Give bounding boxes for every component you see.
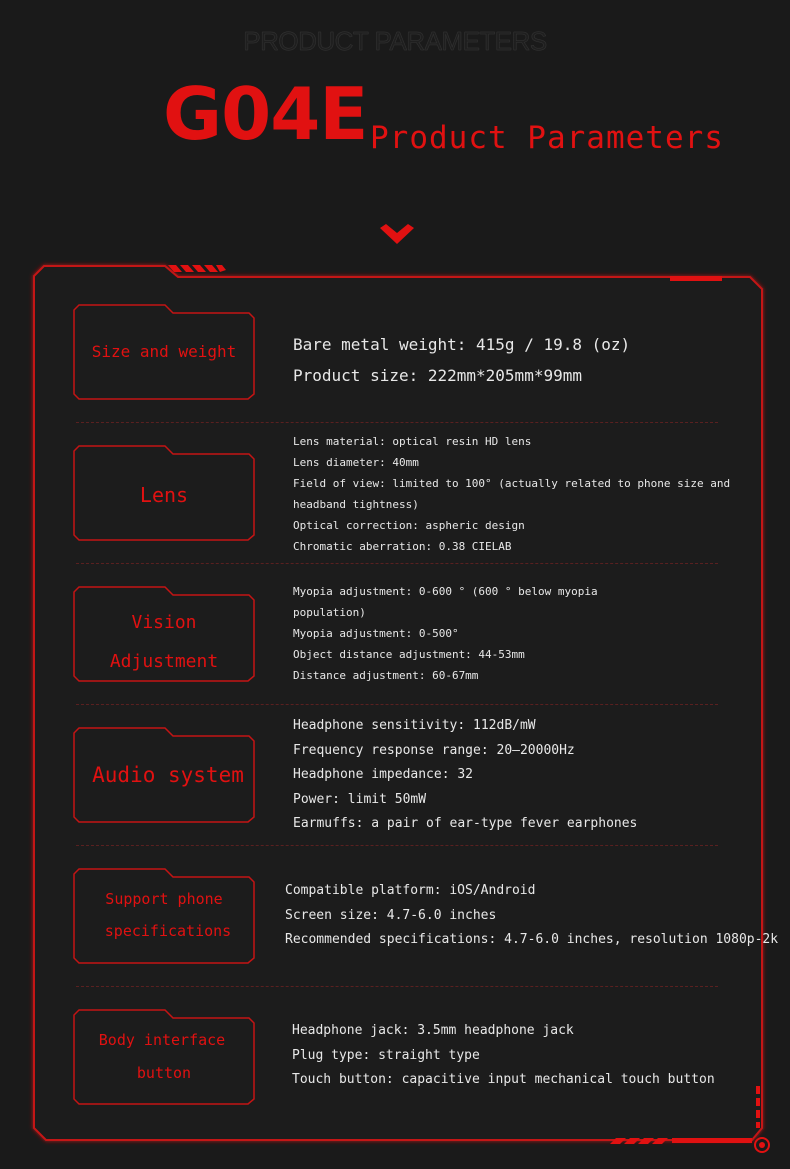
spec-item: Earmuffs: a pair of ear-type fever earphones bbox=[293, 816, 638, 832]
section-label: specifications bbox=[104, 922, 232, 940]
spec-item: Distance adjustment: 60-67mm bbox=[293, 669, 479, 682]
spec-item: Plug type: straight type bbox=[292, 1047, 480, 1063]
section-label: Support phone bbox=[105, 890, 223, 908]
spec-item: headband tightness) bbox=[293, 498, 419, 511]
spec-item: Myopia adjustment: 0-500° bbox=[293, 627, 459, 640]
tag-size-weight bbox=[73, 304, 255, 400]
spec-item: Chromatic aberration: 0.38 CIELAB bbox=[293, 540, 512, 553]
spec-item: Headphone impedance: 32 bbox=[293, 767, 474, 783]
tag-support-phone bbox=[73, 868, 255, 964]
spec-item: Headphone jack: 3.5mm headphone jack bbox=[292, 1023, 574, 1038]
spec-item: Field of view: limited to 100° (actually related to phone size and bbox=[293, 477, 731, 490]
spec-item: Compatible platform: iOS/Android bbox=[285, 883, 536, 898]
spec-item: Object distance adjustment: 44-53mm bbox=[293, 648, 525, 661]
spec-item: Product size: 222mm*205mm*99mm bbox=[293, 366, 582, 385]
tag-lens bbox=[73, 445, 255, 541]
divider bbox=[76, 563, 718, 564]
model-name: G04E bbox=[163, 72, 368, 156]
section-label: button bbox=[136, 1064, 192, 1082]
divider bbox=[76, 422, 718, 423]
spec-list bbox=[285, 879, 778, 953]
spec-item: Frequency response range: 20—20000Hz bbox=[293, 742, 575, 758]
spec-item: Touch button: capacitive input mechanical touch button bbox=[292, 1072, 715, 1088]
spec-list bbox=[293, 714, 637, 837]
spec-item: population) bbox=[293, 606, 366, 619]
page-title: Product Parameters bbox=[370, 120, 724, 156]
spec-item: Screen size: 4.7-6.0 inches bbox=[285, 907, 497, 923]
section-label: Vision bbox=[131, 612, 197, 633]
spec-list bbox=[293, 431, 730, 557]
spec-list bbox=[292, 1019, 715, 1093]
tag-vision-adjustment bbox=[73, 586, 255, 682]
divider bbox=[76, 845, 718, 846]
section-label: Body interface bbox=[98, 1031, 226, 1049]
spec-item: Myopia adjustment: 0-600 ° (600 ° below myopia bbox=[293, 585, 598, 598]
spec-list bbox=[293, 329, 630, 391]
spec-item: Headphone sensitivity: 112dB/mW bbox=[293, 718, 536, 733]
section-label: Audio system bbox=[92, 763, 244, 787]
tag-audio-system bbox=[73, 727, 255, 823]
section-subtitle: PRODUCT PARAMETERS bbox=[243, 26, 547, 56]
divider bbox=[76, 704, 718, 705]
spec-item: Recommended specifications: 4.7-6.0 inches, resolution 1080p-2k bbox=[285, 932, 779, 948]
section-label: Size and weight bbox=[91, 342, 237, 361]
spec-item: Power: limit 50mW bbox=[293, 791, 427, 807]
section-label: Lens bbox=[139, 483, 189, 507]
divider bbox=[76, 986, 718, 987]
spec-item: Lens material: optical resin HD lens bbox=[293, 435, 532, 448]
tag-body-interface bbox=[73, 1009, 255, 1105]
spec-item: Optical correction: aspheric design bbox=[293, 519, 525, 532]
section-label: Adjustment bbox=[109, 651, 219, 672]
spec-item: Bare metal weight: 415g / 19.8 (oz) bbox=[293, 335, 631, 354]
spec-item: Lens diameter: 40mm bbox=[293, 456, 419, 469]
spec-list bbox=[293, 581, 598, 686]
